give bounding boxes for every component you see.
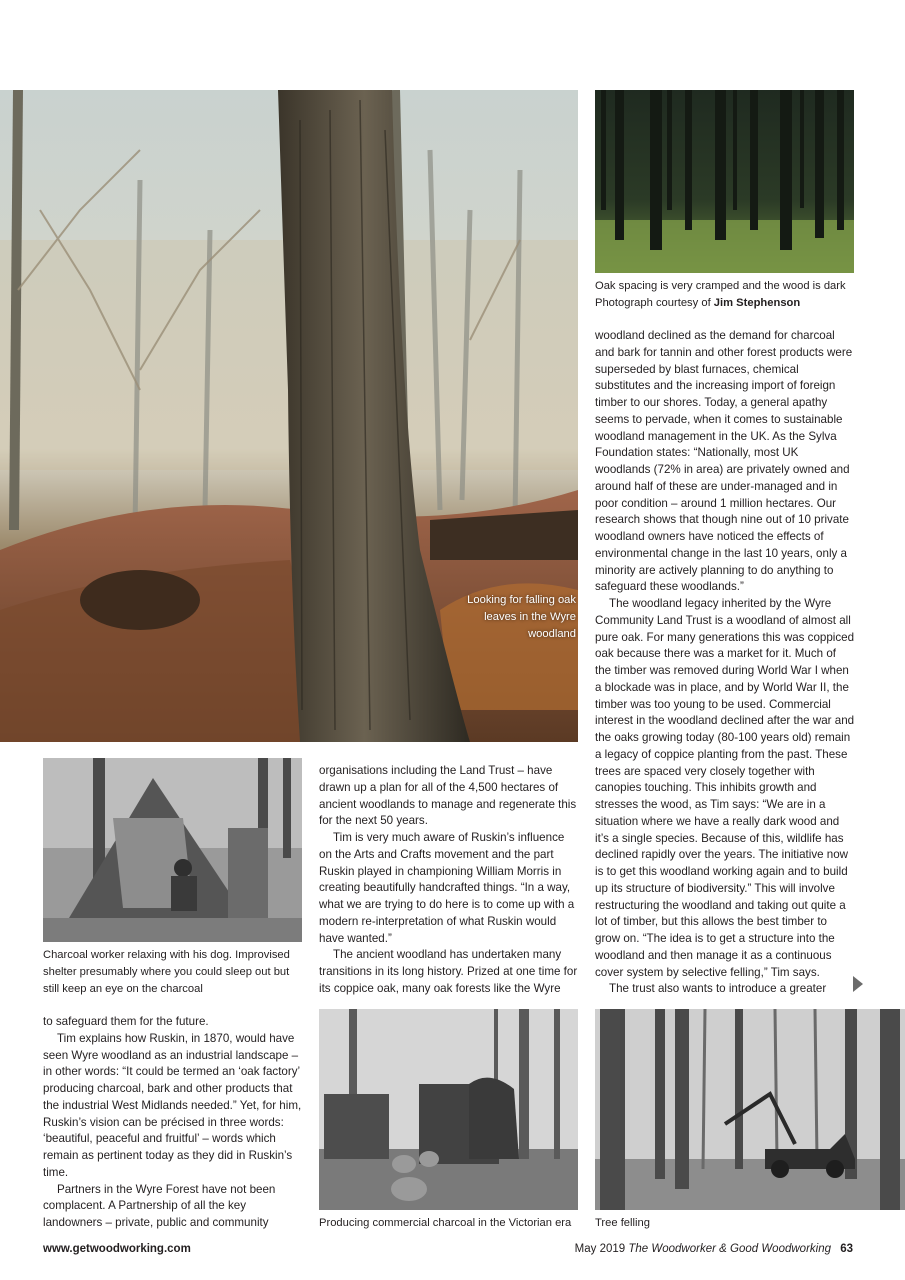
photo-credit-name: Jim Stephenson [713,297,801,309]
footer-magazine-title: The Woodworker & Good Woodworking [628,1243,831,1255]
photo-credit-prefix: Photograph courtesy of [595,297,711,309]
oak-spacing-caption [595,278,875,312]
continue-arrow-icon [853,976,863,992]
page-number: 63 [840,1243,853,1255]
paragraph: organisations including the Land Trust – have drawn up a plan for all of the 4,500 hectares of ancient woodlands to manage and regenerate this for the next 50 years. [319,764,577,828]
tree-felling-photo [595,1009,905,1210]
victorian-charcoal-caption: Producing commercial charcoal in the Victorian era [319,1217,572,1229]
paragraph: The trust also wants to introduce a greater [609,982,827,996]
footer-issue-date: May 2019 [574,1243,626,1255]
right-text-column [595,328,855,998]
footer-issue-info [575,1243,853,1255]
paragraph: woodland declined as the demand for charcoal and bark for tannin and other forest products were superseded by blast furnaces, chemical substitutes and the increasing import of foreign timber to our shores. Today, a general apathy seems to pervade, when it comes to sustainable woodland management in the UK. As the Sylva Foundation states: “Nationally, most UK woodlands (72% in area) are privately owned and around half of these are under-managed and in poor condition – around 1 million hectares. Our research shows that though nine out of 10 private woodland owners have noticed the effects of environmental change in the last 10 years, only a minority are actively planning to do anything to safeguard these woodlands.” [595,329,853,594]
paragraph: Partners in the Wyre Forest have not been complacent. A Partnership of all the key landowners – private, public and community [43,1182,276,1229]
oak-spacing-photo [595,90,854,273]
charcoal-worker-photo [43,758,302,942]
oak-spacing-caption-text: Oak spacing is very cramped and the wood is dark [595,280,846,292]
paragraph: The ancient woodland has undertaken many transitions in its long history. Prized at one time for its coppice oak, many oak forests like the Wyre [319,948,578,995]
paragraph: The woodland legacy inherited by the Wyre Community Land Trust is a woodland of almost all pure oak. For many generations this was coppiced oak because there was a market for it. Much of the timber was removed during World War I when a blockade was in place, and by World War II, the timber was too young to be used. Commercial interest in the woodland declined after the war and the oaks growing today (80-100 years old) remain a legacy of coppice planting from the past. These trees are spaced very closely together with canopies touching. This inhibits growth and stresses the wood, as Tim says: “We are in a situation where we have a really dark wood and it’s a single species. Because of this, wildlife has declined rapidly over the years. The initiative now is to get this woodland working again and to build up its structure of biodiversity.” This will involve restructuring the woodland and taking out quite a lot of timber, but this allows the best timber to grow on. “The idea is to get a structure into the woodland and then manage it as a continuous cover system by selective felling,” Tim says. [595,597,855,979]
left-text-column [43,1014,302,1232]
paragraph: Tim is very much aware of Ruskin’s influence on the Arts and Crafts movement and the part Ruskin played in championing William Morris in creating beautifully handcrafted things. “In a way, what we are trying to do here is to come up with a modern re-interpretation of what Ruskin would have wanted.” [319,831,575,945]
forest-photo [0,90,578,742]
victorian-charcoal-photo [319,1009,578,1210]
charcoal-worker-caption: Charcoal worker relaxing with his dog. Improvised shelter presumably where you could sleep out but still keep an eye on the charcoal [43,949,290,995]
paragraph: Tim explains how Ruskin, in 1870, would have seen Wyre woodland as an industrial landscape – in other words: “It could be termed an ‘oak factory’ producing charcoal, bark and other products that the industrial West Midlands needed.” Yet, for him, Ruskin’s vision can be précised in three words: ‘beautiful, peaceful and fruitful’ – words which remain as pertinent today as they did in Ruskin’s time. [43,1031,302,1179]
middle-text-column [319,763,578,998]
paragraph: to safeguard them for the future. [43,1015,209,1028]
footer-website[interactable]: www.getwoodworking.com [43,1243,191,1255]
tree-felling-caption: Tree felling [595,1217,650,1229]
forest-photo-caption: Looking for falling oak leaves in the Wyre woodland [467,594,576,640]
